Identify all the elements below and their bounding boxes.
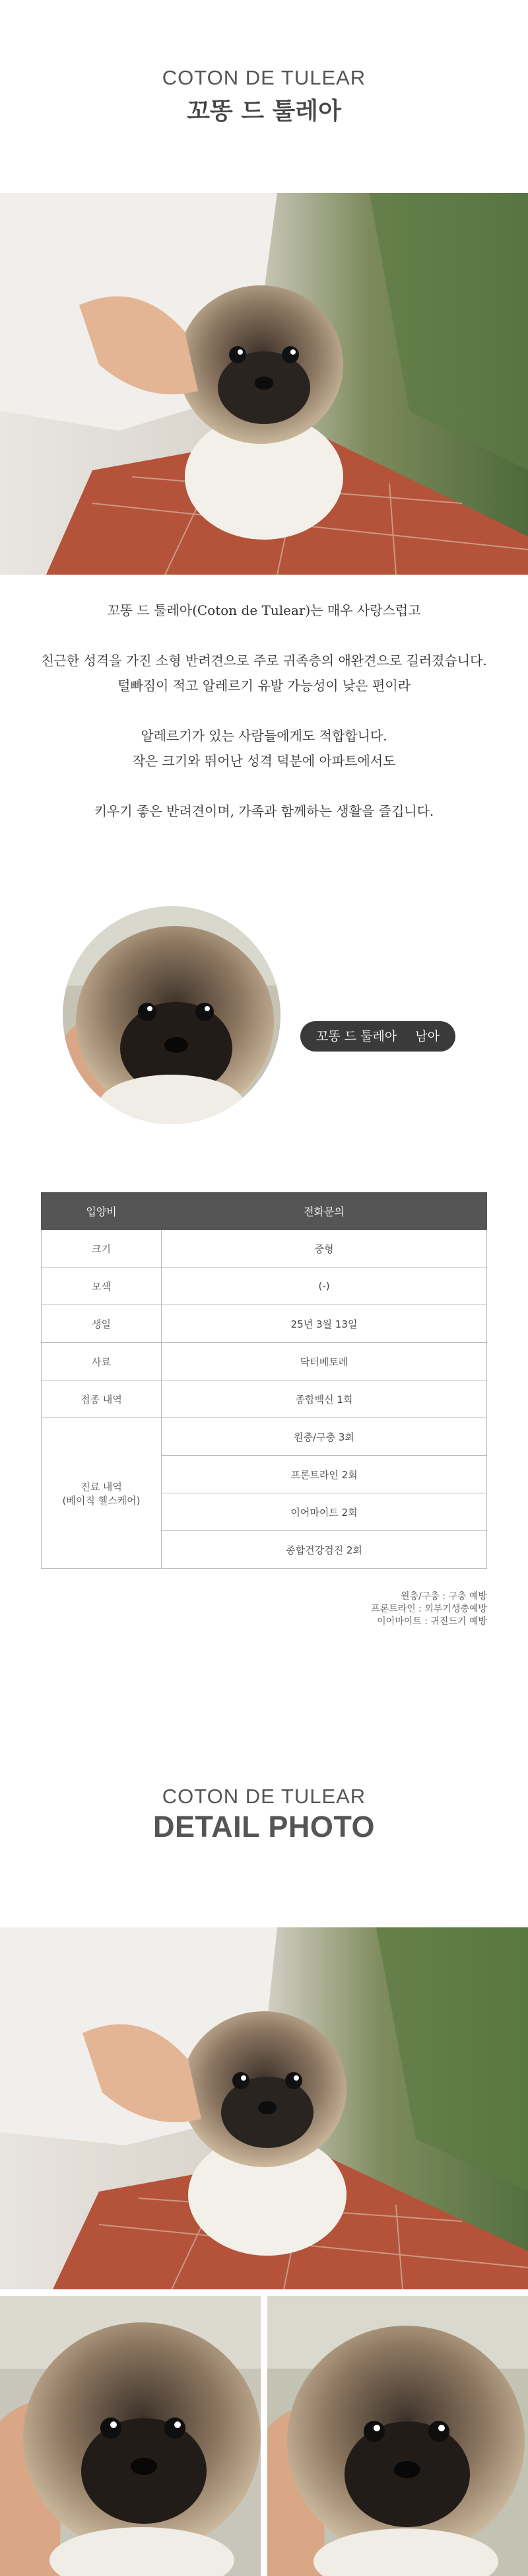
treatment-label-line: (베이직 헬스케어) xyxy=(62,1494,141,1507)
table-row xyxy=(42,1230,487,1268)
puppy-profile-photo xyxy=(63,906,280,1124)
row-value: (-) xyxy=(162,1268,487,1305)
row-value: 원충/구충 3회 xyxy=(162,1418,487,1456)
puppy-closeup-photo-left xyxy=(0,2296,261,2576)
row-label: 모색 xyxy=(42,1268,162,1305)
description-line: 친근한 성격을 가진 소형 반려견으로 주로 귀족층의 애완견으로 길러졌습니다. xyxy=(41,653,487,668)
row-label: 접종 내역 xyxy=(42,1380,162,1418)
row-value: 중형 xyxy=(162,1230,487,1268)
description-line: 작은 크기와 뛰어난 성격 덕분에 아파트에서도 xyxy=(132,753,396,769)
detail-photo-title: DETAIL PHOTO xyxy=(152,1810,376,1843)
description-line: 털빠짐이 적고 알레르기 유발 가능성이 낮은 편이라 xyxy=(117,678,411,694)
description-line: 키우기 좋은 반려견이며, 가족과 함께하는 생활을 즐깁니다. xyxy=(94,803,434,819)
intro-header xyxy=(0,66,528,126)
row-value: 25년 3월 13일 xyxy=(162,1305,487,1343)
table-row xyxy=(42,1418,487,1456)
row-value: 닥터베토레 xyxy=(162,1343,487,1380)
row-label: 크기 xyxy=(42,1230,162,1268)
header-adoption-fee: 입양비 xyxy=(42,1193,162,1230)
description-line: 꼬똥 드 툴레아(Coton de Tulear)는 매우 사랑스럽고 xyxy=(107,602,421,618)
puppy-closeup-photo-right xyxy=(267,2296,528,2576)
breed-sex-badge xyxy=(300,1021,455,1052)
table-row xyxy=(42,1305,487,1343)
badge-breed: 꼬똥 드 툴레아 xyxy=(316,1029,397,1044)
table-header-row xyxy=(42,1193,487,1230)
row-label: 생일 xyxy=(42,1305,162,1343)
table-row xyxy=(42,1380,487,1418)
note-line: 프론트라인 : 외부기생충예방 xyxy=(371,1604,487,1614)
header-phone-inquiry: 전화문의 xyxy=(162,1193,487,1230)
note-line: 원충/구충 : 구충 예방 xyxy=(401,1591,487,1602)
treatment-label-line: 진료 내역 xyxy=(81,1480,122,1493)
badge-sex: 남아 xyxy=(415,1029,440,1044)
row-value: 이어마이트 2회 xyxy=(162,1493,487,1531)
row-label: 사료 xyxy=(42,1343,162,1380)
puppy-photo-main xyxy=(0,193,528,575)
treatment-label xyxy=(42,1418,162,1569)
breed-description xyxy=(0,598,528,824)
note-line: 이어마이트 : 귀진드기 예방 xyxy=(377,1616,487,1627)
puppy-detail-photo xyxy=(0,1927,528,2289)
table-row xyxy=(42,1268,487,1305)
info-table xyxy=(41,1192,487,1569)
breed-title-en: COTON DE TULEAR xyxy=(162,1785,366,1808)
breed-title-ko: 꼬똥 드 툴레아 xyxy=(187,98,341,125)
row-value: 종합백신 1회 xyxy=(162,1380,487,1418)
description-line: 알레르기가 있는 사람들에게도 적합합니다. xyxy=(141,728,387,744)
breed-title-en: COTON DE TULEAR xyxy=(162,66,366,89)
row-value: 프론트라인 2회 xyxy=(162,1456,487,1493)
table-row xyxy=(42,1343,487,1380)
treatment-notes xyxy=(371,1591,487,1628)
detail-photo-header xyxy=(0,1785,528,1844)
row-value: 종합건강검진 2회 xyxy=(162,1531,487,1569)
